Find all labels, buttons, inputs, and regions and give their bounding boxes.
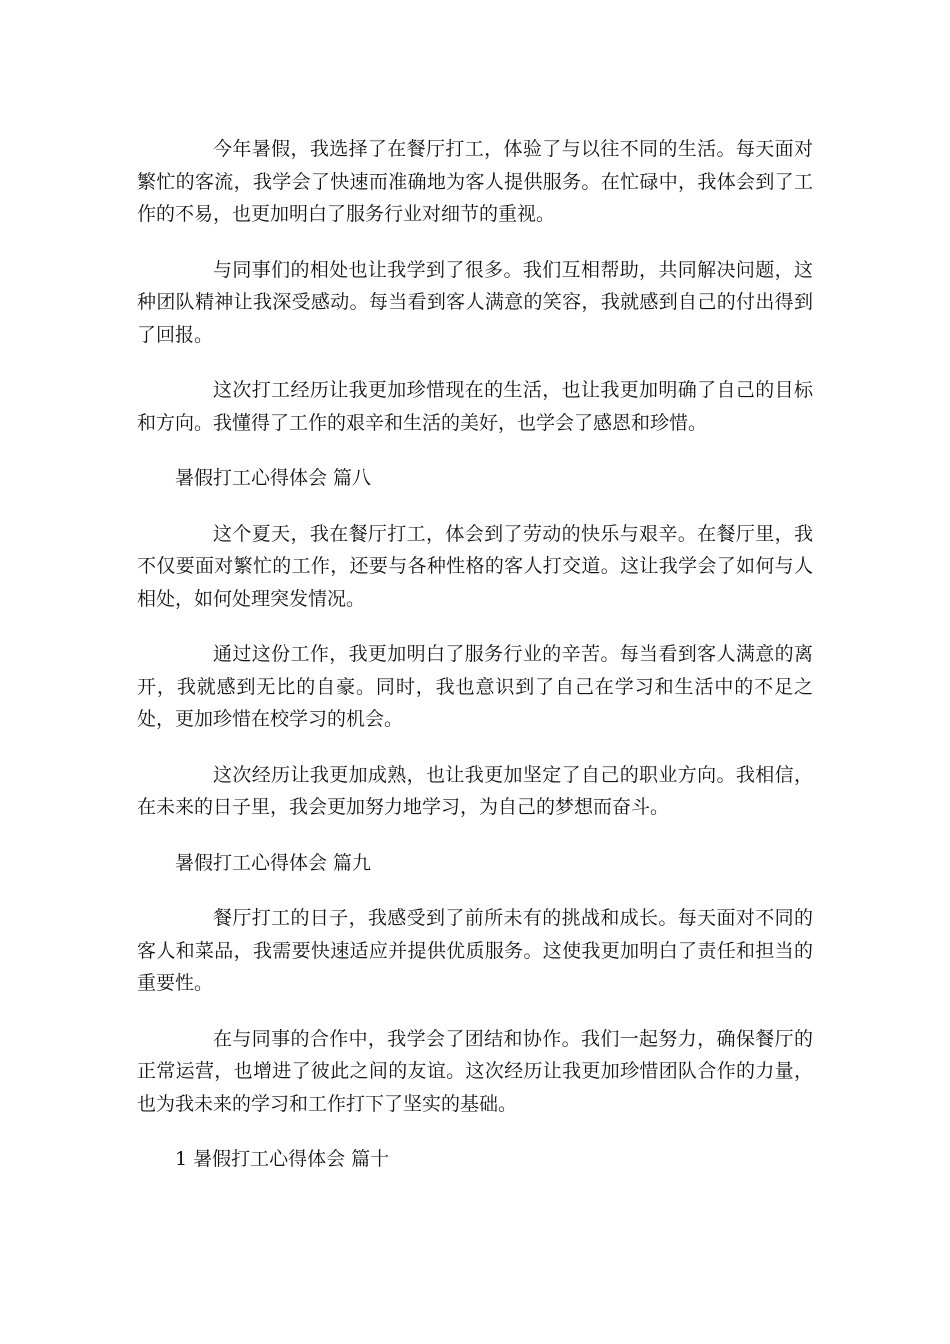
- paragraph: 与同事们的相处也让我学到了很多。我们互相帮助，共同解决问题，这种团队精神让我深受感动。每当看到客人满意的笑容，我就感到自己的付出得到了回报。: [137, 258, 813, 346]
- paragraph: 今年暑假，我选择了在餐厅打工，体验了与以往不同的生活。每天面对繁忙的客流，我学会了快速而准确地为客人提供服务。在忙碌中，我体会到了工作的不易，也更加明白了服务行业对细节的重视。: [137, 138, 813, 225]
- paragraph: 餐厅打工的日子，我感受到了前所未有的挑战和成长。每天面对不同的客人和菜品，我需要快速适应并提供优质服务。这使我更加明白了责任和担当的重要性。: [137, 907, 813, 994]
- paragraph: 这次打工经历让我更加珍惜现在的生活，也让我更加明确了自己的目标和方向。我懂得了工作的艰辛和生活的美好，也学会了感恩和珍惜。: [137, 379, 813, 434]
- section-heading: 暑假打工心得体会 篇八: [175, 467, 372, 489]
- section-heading: 1 暑假打工心得体会 篇十: [175, 1148, 390, 1170]
- section-heading: 暑假打工心得体会 篇九: [175, 851, 372, 874]
- paragraph: 在与同事的合作中，我学会了团结和协作。我们一起努力，确保餐厅的正常运营，也增进了彼此之间的友谊。这次经历让我更加珍惜团队合作的力量，也为我未来的学习和工作打下了坚实的基础。: [137, 1027, 813, 1115]
- document-body: [137, 133, 813, 1199]
- paragraph: 这次经历让我更加成熟，也让我更加坚定了自己的职业方向。我相信，在未来的日子里，我会更加努力地学习，为自己的梦想而奋斗。: [137, 763, 813, 818]
- paragraph: 通过这份工作，我更加明白了服务行业的辛苦。每当看到客人满意的离开，我就感到无比的自豪。同时，我也意识到了自己在学习和生活中的不足之处，更加珍惜在校学习的机会。: [137, 643, 813, 730]
- paragraph: 这个夏天，我在餐厅打工，体会到了劳动的快乐与艰辛。在餐厅里，我不仅要面对繁忙的工作，还要与各种性格的客人打交道。这让我学会了如何与人相处，如何处理突发情况。: [137, 522, 813, 610]
